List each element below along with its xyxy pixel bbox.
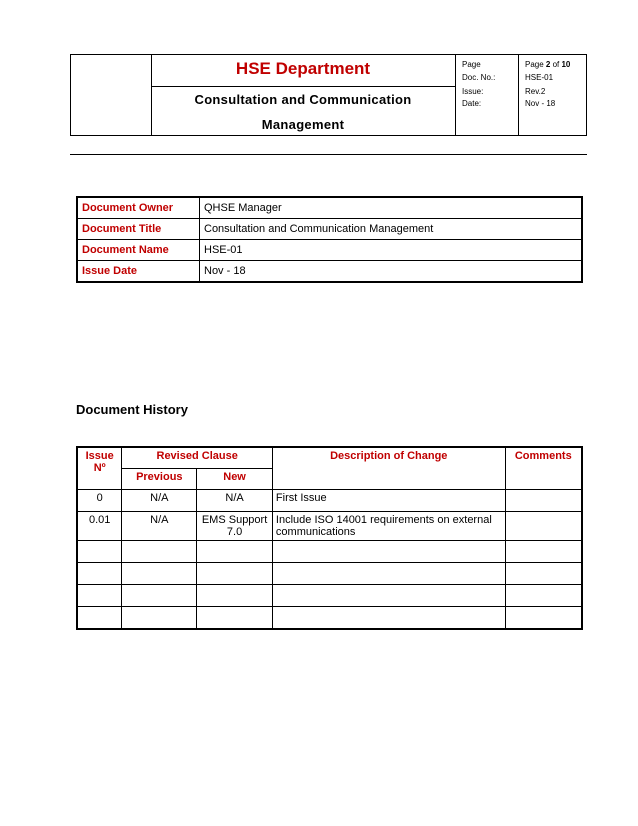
table-row	[77, 512, 582, 541]
page-of: of	[550, 60, 562, 69]
info-row	[77, 240, 582, 261]
header-rule	[70, 154, 587, 155]
comments-cell	[505, 607, 582, 630]
issue-cell	[77, 541, 122, 563]
table-row	[77, 541, 582, 563]
issue-cell	[77, 585, 122, 607]
issue-no-header: Issue Nº	[77, 447, 122, 490]
revised-clause-header: Revised Clause	[122, 447, 273, 469]
info-row	[77, 261, 582, 283]
previous-cell	[122, 585, 197, 607]
document-subtitle-line2: Management	[261, 117, 345, 132]
new-cell	[197, 541, 273, 563]
info-value: HSE-01	[200, 240, 583, 261]
info-key: Document Name	[77, 240, 200, 261]
info-key: Issue Date	[77, 261, 200, 283]
new-cell	[197, 607, 273, 630]
description-cell	[272, 563, 505, 585]
previous-cell: N/A	[122, 490, 197, 512]
table-row	[77, 490, 582, 512]
issue-value: Rev.2	[525, 87, 546, 96]
description-cell: First Issue	[272, 490, 505, 512]
previous-cell	[122, 607, 197, 630]
header-divider	[518, 55, 519, 135]
new-cell	[197, 585, 273, 607]
info-row	[77, 197, 582, 219]
page-prefix: Page	[525, 60, 546, 69]
previous-cell: N/A	[122, 512, 197, 541]
description-cell: Include ISO 14001 requirements on external communications	[272, 512, 505, 541]
description-cell	[272, 607, 505, 630]
history-header-row	[77, 447, 582, 469]
comments-cell	[505, 563, 582, 585]
page-label: Page	[462, 60, 481, 69]
table-row	[77, 563, 582, 585]
comments-cell	[505, 512, 582, 541]
department-title: HSE Department	[235, 59, 371, 78]
new-cell: EMS Support 7.0	[197, 512, 273, 541]
issue-cell: 0	[77, 490, 122, 512]
document-header	[70, 54, 587, 136]
previous-header: Previous	[122, 469, 197, 490]
info-key: Document Owner	[77, 197, 200, 219]
date-label: Date:	[462, 99, 482, 108]
table-row	[77, 585, 582, 607]
description-cell	[272, 585, 505, 607]
description-header: Description of Change	[272, 447, 505, 490]
info-value: Consultation and Communication Management	[200, 219, 583, 240]
date-value: Nov - 18	[525, 99, 556, 108]
table-row	[77, 607, 582, 630]
document-history-heading: Document History	[76, 402, 188, 417]
info-value: Nov - 18	[200, 261, 583, 283]
new-cell	[197, 563, 273, 585]
comments-cell	[505, 490, 582, 512]
description-cell	[272, 541, 505, 563]
issue-label: Issue:	[462, 87, 484, 96]
page-number	[525, 60, 570, 70]
doc-no-label: Doc. No.:	[462, 73, 496, 82]
previous-cell	[122, 541, 197, 563]
info-value: QHSE Manager	[200, 197, 583, 219]
new-header: New	[197, 469, 273, 490]
comments-cell	[505, 585, 582, 607]
previous-cell	[122, 563, 197, 585]
issue-cell	[77, 563, 122, 585]
doc-no-value: HSE-01	[525, 73, 554, 82]
issue-cell: 0.01	[77, 512, 122, 541]
document-history-table	[76, 446, 583, 630]
info-row	[77, 219, 582, 240]
page-current: 2	[545, 60, 551, 69]
document-info-table	[76, 196, 583, 283]
info-key: Document Title	[77, 219, 200, 240]
comments-cell	[505, 541, 582, 563]
issue-cell	[77, 607, 122, 630]
document-subtitle-line1: Consultation and Communication	[194, 92, 412, 107]
header-divider	[455, 55, 456, 135]
comments-header: Comments	[505, 447, 582, 490]
header-divider	[151, 86, 455, 87]
new-cell: N/A	[197, 490, 273, 512]
page-total: 10	[561, 60, 571, 69]
